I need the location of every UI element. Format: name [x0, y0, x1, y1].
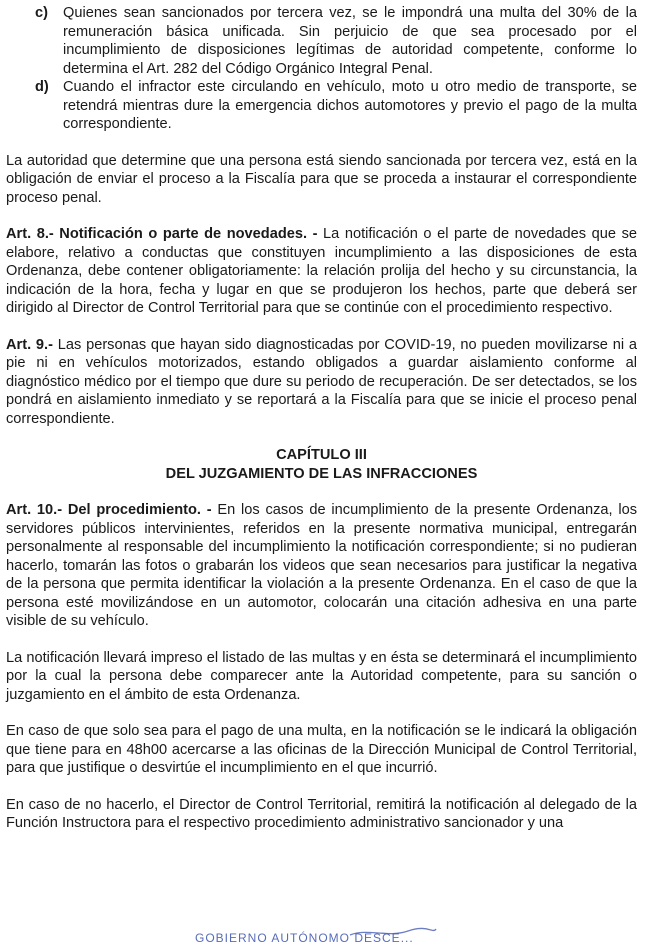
list-item-text: Cuando el infractor este circulando en vehículo, moto u otro medio de transporte, se retendrá mientras dure la emergencia dichos automotores y previo el pago de la multa correspondiente. — [63, 79, 637, 132]
article-9 — [6, 336, 637, 429]
paragraph-tercera-vez: La autoridad que determine que una persona está siendo sancionada por tercera vez, está en la obligación de enviar el proceso a la Fiscalía para que se proceda a instaurar el correspondiente proceso penal. — [6, 152, 637, 206]
article-8 — [6, 225, 637, 318]
chapter-title: DEL JUZGAMIENTO DE LAS INFRACCIONES — [165, 466, 478, 482]
paragraph-no-hacerlo: En caso de no hacerlo, el Director de Control Territorial, remitirá la notificación al delegado de la Función Instructora para el respectivo procedimiento administrativo sancionador y una — [6, 796, 637, 831]
paragraph-pago: En caso de que solo sea para el pago de una multa, en la notificación se le indicará la obligación que tiene para en 48h00 acercarse a las oficinas de la Dirección Municipal de Control Territorial, para que justifique o desvirtúe el incumplimiento en el que incurrió. — [6, 723, 637, 776]
article-10-text: En los casos de incumplimiento de la presente Ordenanza, los servidores públicos intervinientes, referidos en la presente normativa municipal, entregarán personalmente al responsable del incumplimiento la notificación correspondiente; si no pudieran hacerlo, tomarán las fotos o grabarán los videos que sean necesarios para justificar la negativa de la persona que permita identificar la violación a la presente Ordenanza. En el caso de que la persona esté movilizándose en un automotor, colocarán una citación adhesiva en una parte visible de su vehículo. — [6, 502, 637, 629]
list-item-c — [35, 4, 637, 78]
list-item-d — [35, 78, 637, 134]
signature-stroke — [348, 926, 438, 940]
list-item-text: Quienes sean sancionados por tercera vez, se le impondrá una multa del 30% de la remuneración básica unificada. Sin perjuicio de que sea procesado por el incumplimiento de disposiciones legítimas de autoridad competente, conforme lo determina el Art. 282 del Código Orgánico Integral Penal. — [63, 5, 637, 77]
article-9-label: Art. 9.- — [6, 336, 53, 353]
article-10-label: Art. 10.- Del procedimiento. - — [6, 502, 212, 518]
article-9-text: Las personas que hayan sido diagnosticadas por COVID-19, no pueden movilizarse ni a pie ni en vehículos motorizados, estando obligados a guardar aislamiento conforme al diagnóstico médico por el tiempo que dure su periodo de recuperación. De ser detectados, se los pondrá en aislamiento inmediato y se reportará a la Fiscalía para que se inicie el proceso penal correspondiente. — [6, 336, 637, 427]
article-8-text: La notificación o el parte de novedades que se elabore, relativo a conductas que constituyen incumplimiento a las disposiciones de esta Ordenanza, debe contener obligatoriamente: la relación prolija del hecho y su circunstancia, la indicación de la hora, fecha y lugar en que se produjeron los hechos, parte que deberá ser dirigido al Director de Control Territorial para que se continúe con el procedimiento respectivo. — [6, 226, 637, 316]
institution-stamp: GOBIERNO AUTÓNOMO DESCE... — [195, 931, 414, 945]
article-10 — [6, 501, 637, 631]
chapter-number: CAPÍTULO III — [276, 447, 367, 463]
list-marker: d) — [35, 79, 49, 95]
article-8-label: Art. 8.- Notificación o parte de novedades. - — [6, 226, 318, 242]
list-marker: c) — [35, 5, 48, 21]
paragraph-notificacion: La notificación llevará impreso el listado de las multas y en ésta se determinará el incumplimiento por la cual la persona debe comparecer ante la Autoridad competente, para su sanción o juzgamiento en el ámbito de esta Ordenanza. — [6, 649, 637, 703]
